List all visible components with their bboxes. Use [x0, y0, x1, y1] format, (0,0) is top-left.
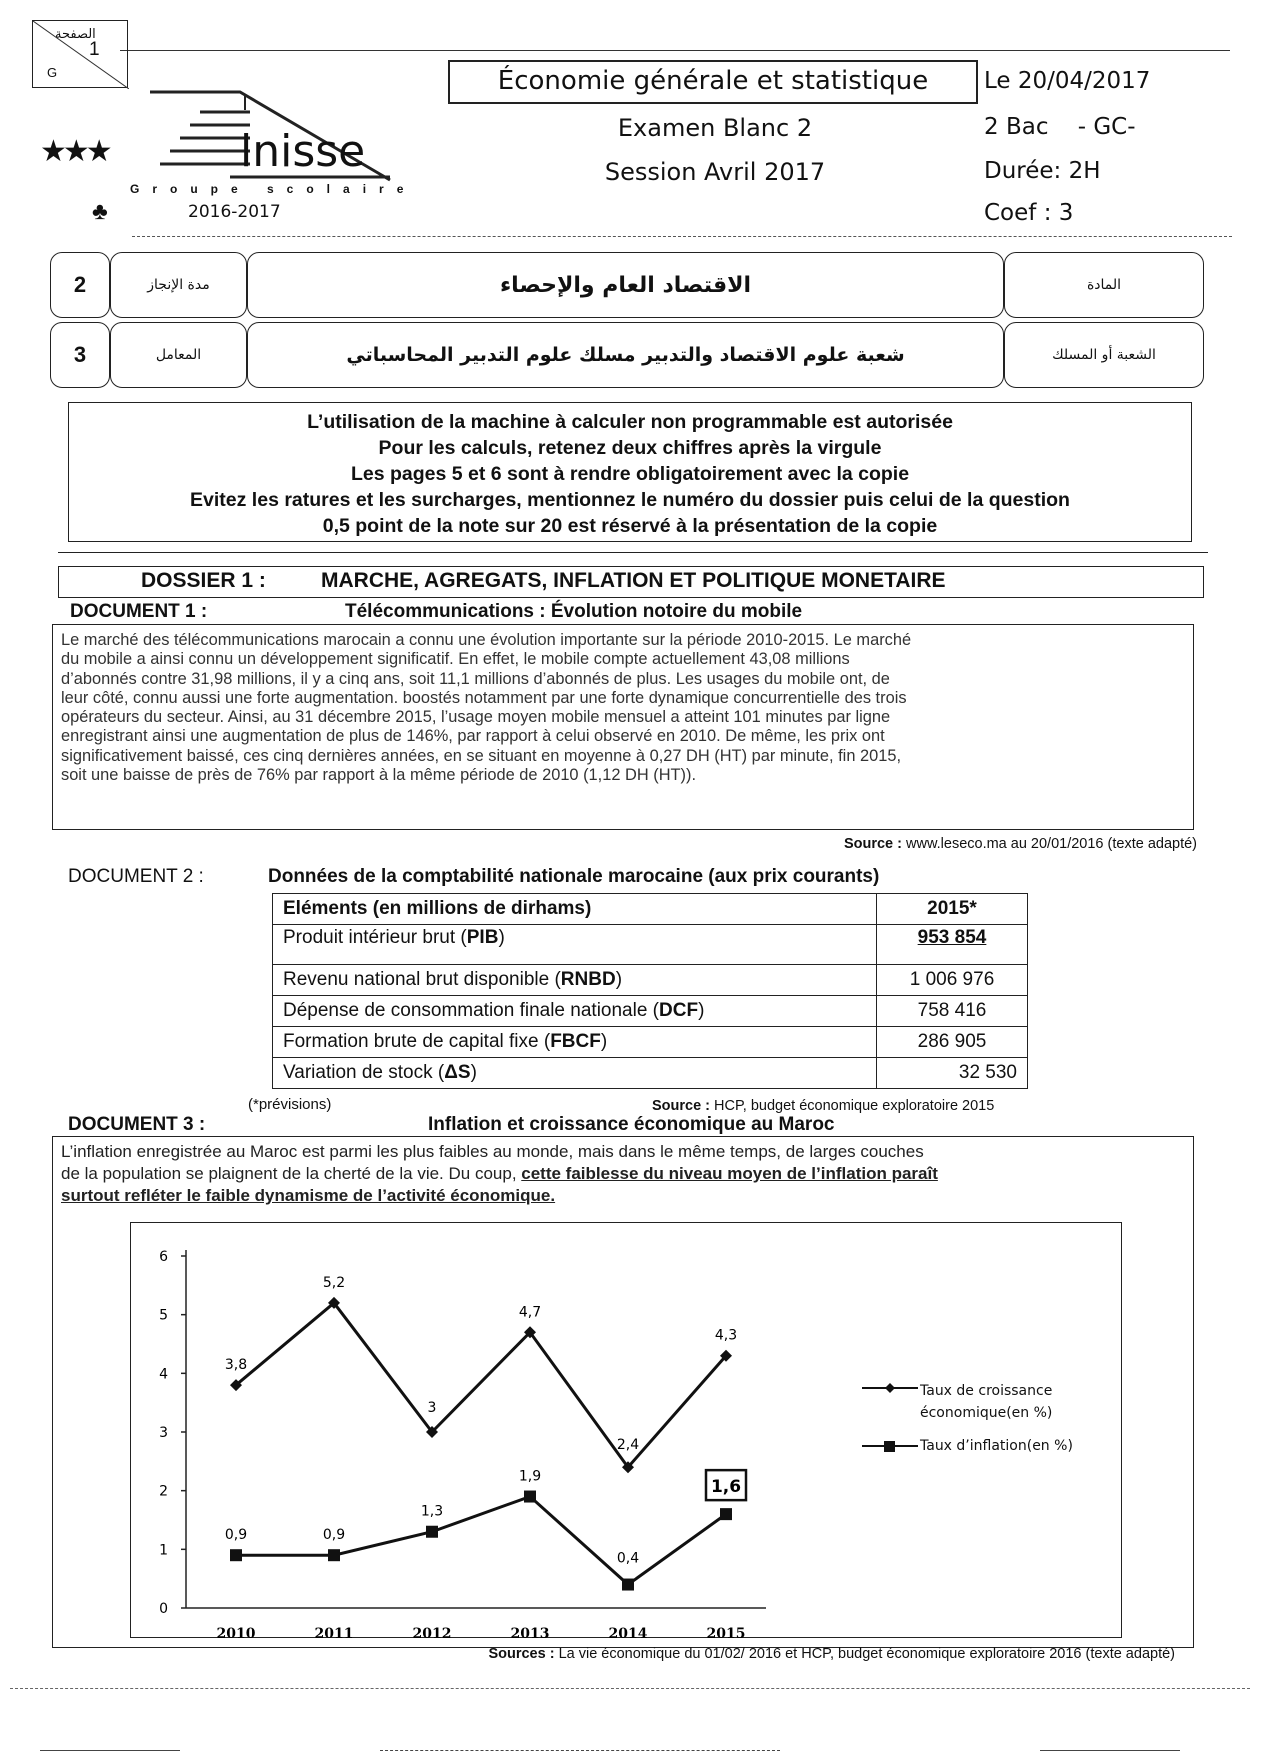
page-badge [32, 20, 128, 88]
doc2-title: Données de la comptabilité nationale marocaine (aux prix courants) [268, 866, 880, 887]
x-tick-label: 2015 [706, 1626, 746, 1638]
data-label: 2,4 [616, 1437, 640, 1454]
doc1-label: DOCUMENT 1 : [70, 601, 208, 622]
data-point-square [622, 1579, 634, 1591]
page-badge-letter: G [47, 65, 58, 80]
arabic-row-1-subject: الاقتصاد العام والإحصاء [247, 252, 1004, 318]
table-row: Variation de stock (ΔS) 32 530 [273, 1058, 1028, 1089]
table-row: Produit intérieur brut (PIB) 953 854 [273, 925, 1028, 965]
data-point-square [426, 1526, 438, 1538]
table-row: Dépense de consommation finale nationale (DCF) 758 416 [273, 996, 1028, 1027]
school-year: 2016-2017 [188, 202, 281, 222]
doc1-line: du mobile a ainsi connu un développement significatif. En effet, le mobile compte actuellement 43,08 millions [61, 650, 850, 669]
dossier-title: MARCHE, AGREGATS, INFLATION ET POLITIQUE MONETAIRE [321, 569, 946, 592]
data-label: 1,3 [420, 1503, 444, 1520]
date-box-bracket [976, 60, 977, 100]
doc3-source: Sources : La vie économique du 01/02/ 2016 et HCP, budget économique exploratoire 2016 (texte adapté) [488, 1646, 1175, 1662]
doc1-line: d’abonnés contre 31,98 millions, il y a cinq ans, soit 11,1 millions d’abonnés de plus. Les usages du mobile ont, de [61, 669, 890, 688]
doc1-line: leur côté, connu aussi une forte augmentation. boostés notamment par une forte dynamique concurrentielle des trois [61, 688, 907, 707]
doc2-source: Source : HCP, budget économique exploratoire 2015 [652, 1098, 995, 1114]
data-label: 4,3 [714, 1327, 738, 1344]
exam-date: Le 20/04/2017 [984, 68, 1151, 94]
doc1-title: Télécommunications : Évolution notoire du mobile [345, 601, 803, 622]
instruction-line: Les pages 5 et 6 sont à rendre obligatoirement avec la copie [350, 463, 910, 485]
arabic-row-2-field: الشعبة أو المسلك [1004, 322, 1204, 388]
exam-duration: Durée: 2H [984, 158, 1101, 184]
club-icon: ♣ [92, 198, 108, 225]
footer-rule-mid [380, 1750, 780, 1751]
doc2-label: DOCUMENT 2 : [68, 866, 204, 887]
title-box [448, 60, 978, 104]
page-badge-label: الصفحة [55, 27, 96, 42]
table-row: Revenu national brut disponible (RNBD) 1 006 976 [273, 965, 1028, 996]
doc2-note: (*prévisions) [248, 1096, 332, 1113]
data-point-square [230, 1549, 242, 1561]
doc1-line: enregistrant ainsi une augmentation de plus de 146%, par rapport à celui observé en 2010. De même, les prix ont [61, 727, 885, 746]
school-logo [40, 80, 430, 225]
instruction-line: 0,5 point de la note sur 20 est réservé à la présentation de la copie [322, 515, 938, 537]
footer-rule-left [40, 1750, 180, 1751]
table-col-head: Eléments (en millions de dirhams) [273, 894, 877, 925]
y-tick-label: 3 [159, 1425, 168, 1441]
table-col-year: 2015* [877, 894, 1028, 925]
data-label: 0,9 [322, 1527, 346, 1544]
data-label: 1,9 [518, 1468, 542, 1485]
y-tick-label: 5 [159, 1307, 168, 1324]
data-label: 1,6 [710, 1477, 742, 1498]
x-tick-label: 2012 [412, 1626, 452, 1638]
doc3-label: DOCUMENT 3 : [68, 1114, 206, 1135]
data-point-square [720, 1508, 732, 1520]
y-tick-label: 6 [159, 1249, 168, 1265]
instructions-box [68, 402, 1192, 542]
data-label: 4,7 [518, 1304, 542, 1321]
page-bottom-rule [10, 1688, 1250, 1689]
y-tick-label: 2 [159, 1483, 168, 1500]
exam-name: Examen Blanc 2 [617, 114, 813, 142]
doc3-title: Inflation et croissance économique au Maroc [428, 1114, 835, 1135]
doc1-line: opérateurs du secteur. Ainsi, au 31 décembre 2015, l’usage moyen mobile mensuel a atteint 101 minutes par ligne [61, 708, 891, 727]
arabic-row-2-label: المعامل [110, 322, 247, 388]
legend-square-icon [860, 1438, 920, 1454]
y-tick-label: 0 [159, 1601, 168, 1617]
doc1-line: soit une baisse de près de 76% par rapport à la même période de 2010 (1,12 DH (HT)). [61, 766, 697, 785]
doc1-text-box [52, 624, 1194, 830]
y-tick-label: 1 [159, 1542, 168, 1559]
data-label: 5,2 [322, 1274, 346, 1291]
school-subtitle: Groupe scolaire [130, 182, 417, 196]
doc3-line: L’inflation enregistrée au Maroc est parmi les plus faibles au monde, mais dans le même temps, de larges couches [61, 1142, 924, 1161]
dossier-label: DOSSIER 1 : [141, 569, 266, 592]
data-label: 3 [427, 1400, 437, 1416]
doc1-line: significativement baissé, ces cinq dernières années, en se situant en moyenne à 0,27 DH (HT) par minute, fin 2015, [61, 746, 902, 765]
data-point-square [328, 1549, 340, 1561]
doc1-source: Source : www.leseco.ma au 20/01/2016 (texte adapté) [843, 836, 1197, 852]
exam-level: 2 Bac - GC- [984, 114, 1136, 140]
x-tick-label: 2014 [608, 1626, 648, 1638]
school-name: lnisse [240, 126, 366, 177]
exam-session: Session Avril 2017 [604, 158, 826, 186]
x-tick-label: 2010 [216, 1626, 256, 1638]
doc3-line: surtout refléter le faible dynamisme de l’activité économique. [61, 1186, 556, 1205]
page-badge-number: 1 [89, 39, 100, 60]
logo-stars: ★★★ [40, 135, 109, 168]
arabic-row-2-subject: شعبة علوم الاقتصاد والتدبير مسلك علوم التدبير المحاسباتي [247, 322, 1004, 388]
instruction-line: Evitez les ratures et les surcharges, mentionnez le numéro du dossier puis celui de la question [190, 489, 1070, 511]
page-title: Économie générale et statistique [497, 66, 929, 96]
doc1-line: Le marché des télécommunications marocain a connu une évolution importante sur la période 2010-2015. Le marché [61, 631, 912, 649]
arabic-row-1-label: مدة الإنجاز [110, 252, 247, 318]
y-tick-label: 4 [159, 1366, 168, 1383]
legend-diamond-icon [860, 1380, 920, 1396]
data-label: 0,4 [616, 1550, 640, 1567]
x-tick-label: 2013 [510, 1626, 550, 1638]
chart-legend [860, 1380, 1100, 1454]
series-line [236, 1303, 726, 1467]
data-label: 3,8 [224, 1357, 248, 1374]
national-accounts-table [272, 893, 1028, 1089]
table-row: Formation brute de capital fixe (FBCF) 286 905 [273, 1027, 1028, 1058]
legend-item-growth: Taux de croissance économique(en %) [860, 1380, 1100, 1424]
instruction-line: Pour les calculs, retenez deux chiffres après la virgule [378, 437, 882, 459]
arabic-row-1-field: المادة [1004, 252, 1204, 318]
data-point-square [524, 1491, 536, 1503]
arabic-row-2-value: 3 [50, 322, 110, 388]
dossier-box [58, 566, 1204, 598]
page-top-rule [120, 50, 1230, 51]
x-tick-label: 2011 [314, 1626, 354, 1638]
data-label: 0,9 [224, 1527, 248, 1544]
instructions-bottom-rule [58, 552, 1208, 553]
instruction-line: L’utilisation de la machine à calculer non programmable est autorisée [307, 411, 953, 433]
arabic-row-1-value: 2 [50, 252, 110, 318]
footer-rule-right [1040, 1750, 1180, 1751]
header-bottom-rule [132, 236, 1232, 237]
exam-coef: Coef : 3 [984, 200, 1074, 226]
series-line [236, 1497, 726, 1585]
table-header-row [273, 894, 1028, 925]
doc3-line: de la population se plaignent de la cherté de la vie. Du coup, cette faiblesse du niveau moyen de l’inflation paraît [61, 1164, 938, 1183]
legend-item-inflation: Taux d’inflation(en %) [860, 1438, 1100, 1454]
